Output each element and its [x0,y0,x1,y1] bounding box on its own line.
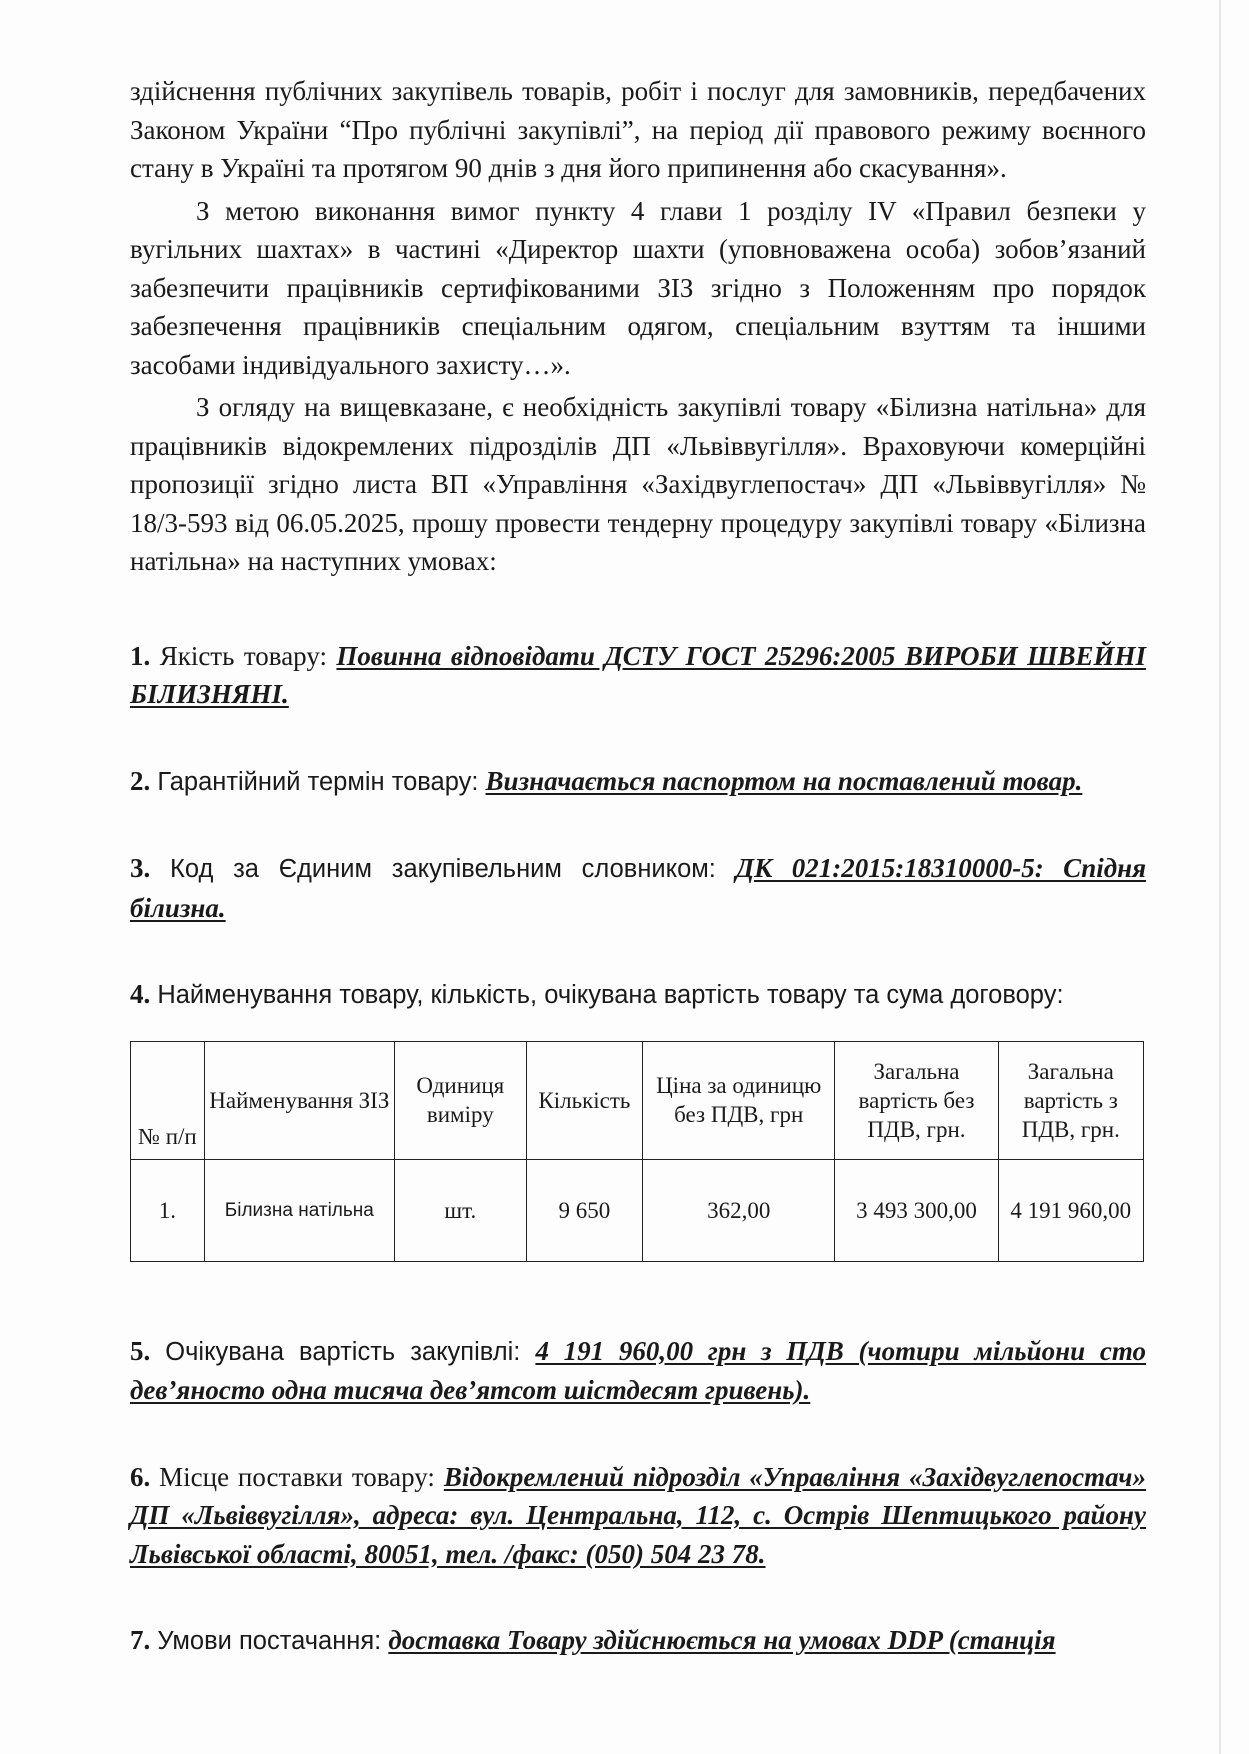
item-label: Місце поставки товару: [150,1461,444,1492]
header-unit: Одиниця виміру [394,1041,526,1159]
item-label: Код за Єдиним закупівельним словником: [150,855,736,883]
item-label: Найменування товару, кількість, очікувана вартість товару та сума договору: [150,981,1064,1009]
item-number: 1. [130,640,151,671]
item-value: ДК 021:2015:18310000-5: Спідня білизна. [130,853,1147,923]
paragraph-procurement-request: З огляду на вищевказане, є необхідність закупівлі товару «Білизна натільна» для працівників відокремлених підрозділів ДП «Львіввугілля». Враховуючи комерційні пропозиції згідно листа ВП «Управління «Західвуглепостач» ДП «Львіввугілля» № 18/3-593 від 06.05.2025, прошу провести тендерну процедуру закупівлі товару «Білизна натільна» на наступних умовах: [130,392,1146,576]
cell-unit: шт. [394,1159,526,1261]
condition-item-delivery-place [130,1458,1146,1574]
condition-item-expected-cost [130,1332,1146,1410]
item-label: Якість товару: [150,640,337,671]
goods-table [130,1041,1144,1262]
header-unit-price: Ціна за одиницю без ПДВ, грн [643,1041,835,1159]
paragraph-safety-rules: З метою виконання вимог пункту 4 глави 1 розділу IV «Правил безпеки у вугільних шахтах» в частині «Директор шахти (уповноважена особа) зобов’язаний забезпечити працівників сертифікованими ЗІЗ згідно з Положенням про порядок забезпечення працівників спеціальним одягом, спеціальним взуттям та іншими засобами індивідуального захисту…». [130,195,1146,380]
cell-quantity: 9 650 [526,1159,642,1261]
condition-item-delivery-terms [130,1621,1146,1661]
table-header-row [131,1041,1144,1159]
condition-item-quality [130,637,1146,714]
item-label: Гарантійний термін товару: [150,767,486,796]
item-value: доставка Товару здійснюється на умовах DDP (станція [388,1625,1056,1655]
header-item-name: Найменування ЗІЗ [204,1041,394,1159]
cell-unit-price: 362,00 [643,1159,835,1261]
item-number: 3. [130,853,151,883]
scan-edge-line [1219,0,1221,1754]
item-number: 4. [130,979,151,1009]
item-number: 7. [130,1625,151,1655]
header-total-with-vat: Загальна вартість з ПДВ, грн. [998,1041,1143,1159]
cell-item-name: Білизна натільна [204,1159,394,1261]
document-body [130,72,1146,1661]
item-number: 5. [130,1335,151,1366]
item-label: Умови постачання: [150,1627,389,1655]
item-label: Очікувана вартість закупівлі: [150,1337,536,1366]
condition-item-warranty [130,762,1146,802]
cell-total-with-vat: 4 191 960,00 [998,1159,1143,1261]
condition-item-cpv-code [130,849,1146,927]
item-number: 2. [130,765,151,796]
item-value: Визначається паспортом на поставлений товар. [485,765,1083,796]
header-quantity: Кількість [526,1041,642,1159]
cell-total-no-vat: 3 493 300,00 [835,1159,998,1261]
item-number: 6. [130,1461,151,1492]
header-total-no-vat: Загальна вартість без ПДВ, грн. [835,1041,998,1159]
cell-number: 1. [131,1159,205,1261]
table-row [131,1159,1144,1261]
header-number: № п/п [131,1041,205,1159]
item-value: Повинна відповідати ДСТУ ГОСТ 25296:2005 ВИРОБИ ШВЕЙНІ БІЛИЗНЯНІ. [130,640,1146,709]
paragraph-continuation: здійснення публічних закупівель товарів, робіт і послуг для замовників, передбачених Законом України “Про публічні закупівлі”, на період дії правового режиму воєнного стану в Україні та протягом 90 днів з дня його припинення або скасування». [130,76,1146,183]
item-value: 4 191 960,00 грн з ПДВ (чотири мільйони сто дев’яносто одна тисяча дев’ятсот шістдесят гривень). [130,1335,1146,1405]
item-value: Відокремлений підрозділ «Управління «Західвуглепостач» ДП «Львіввугілля», адреса: вул. Центральна, 112, с. Острів Шептицького району Львівської області, 80051, тел. /факс: (050) 504 23 78. [130,1461,1146,1569]
condition-item-goods-table-intro [130,975,1146,1015]
